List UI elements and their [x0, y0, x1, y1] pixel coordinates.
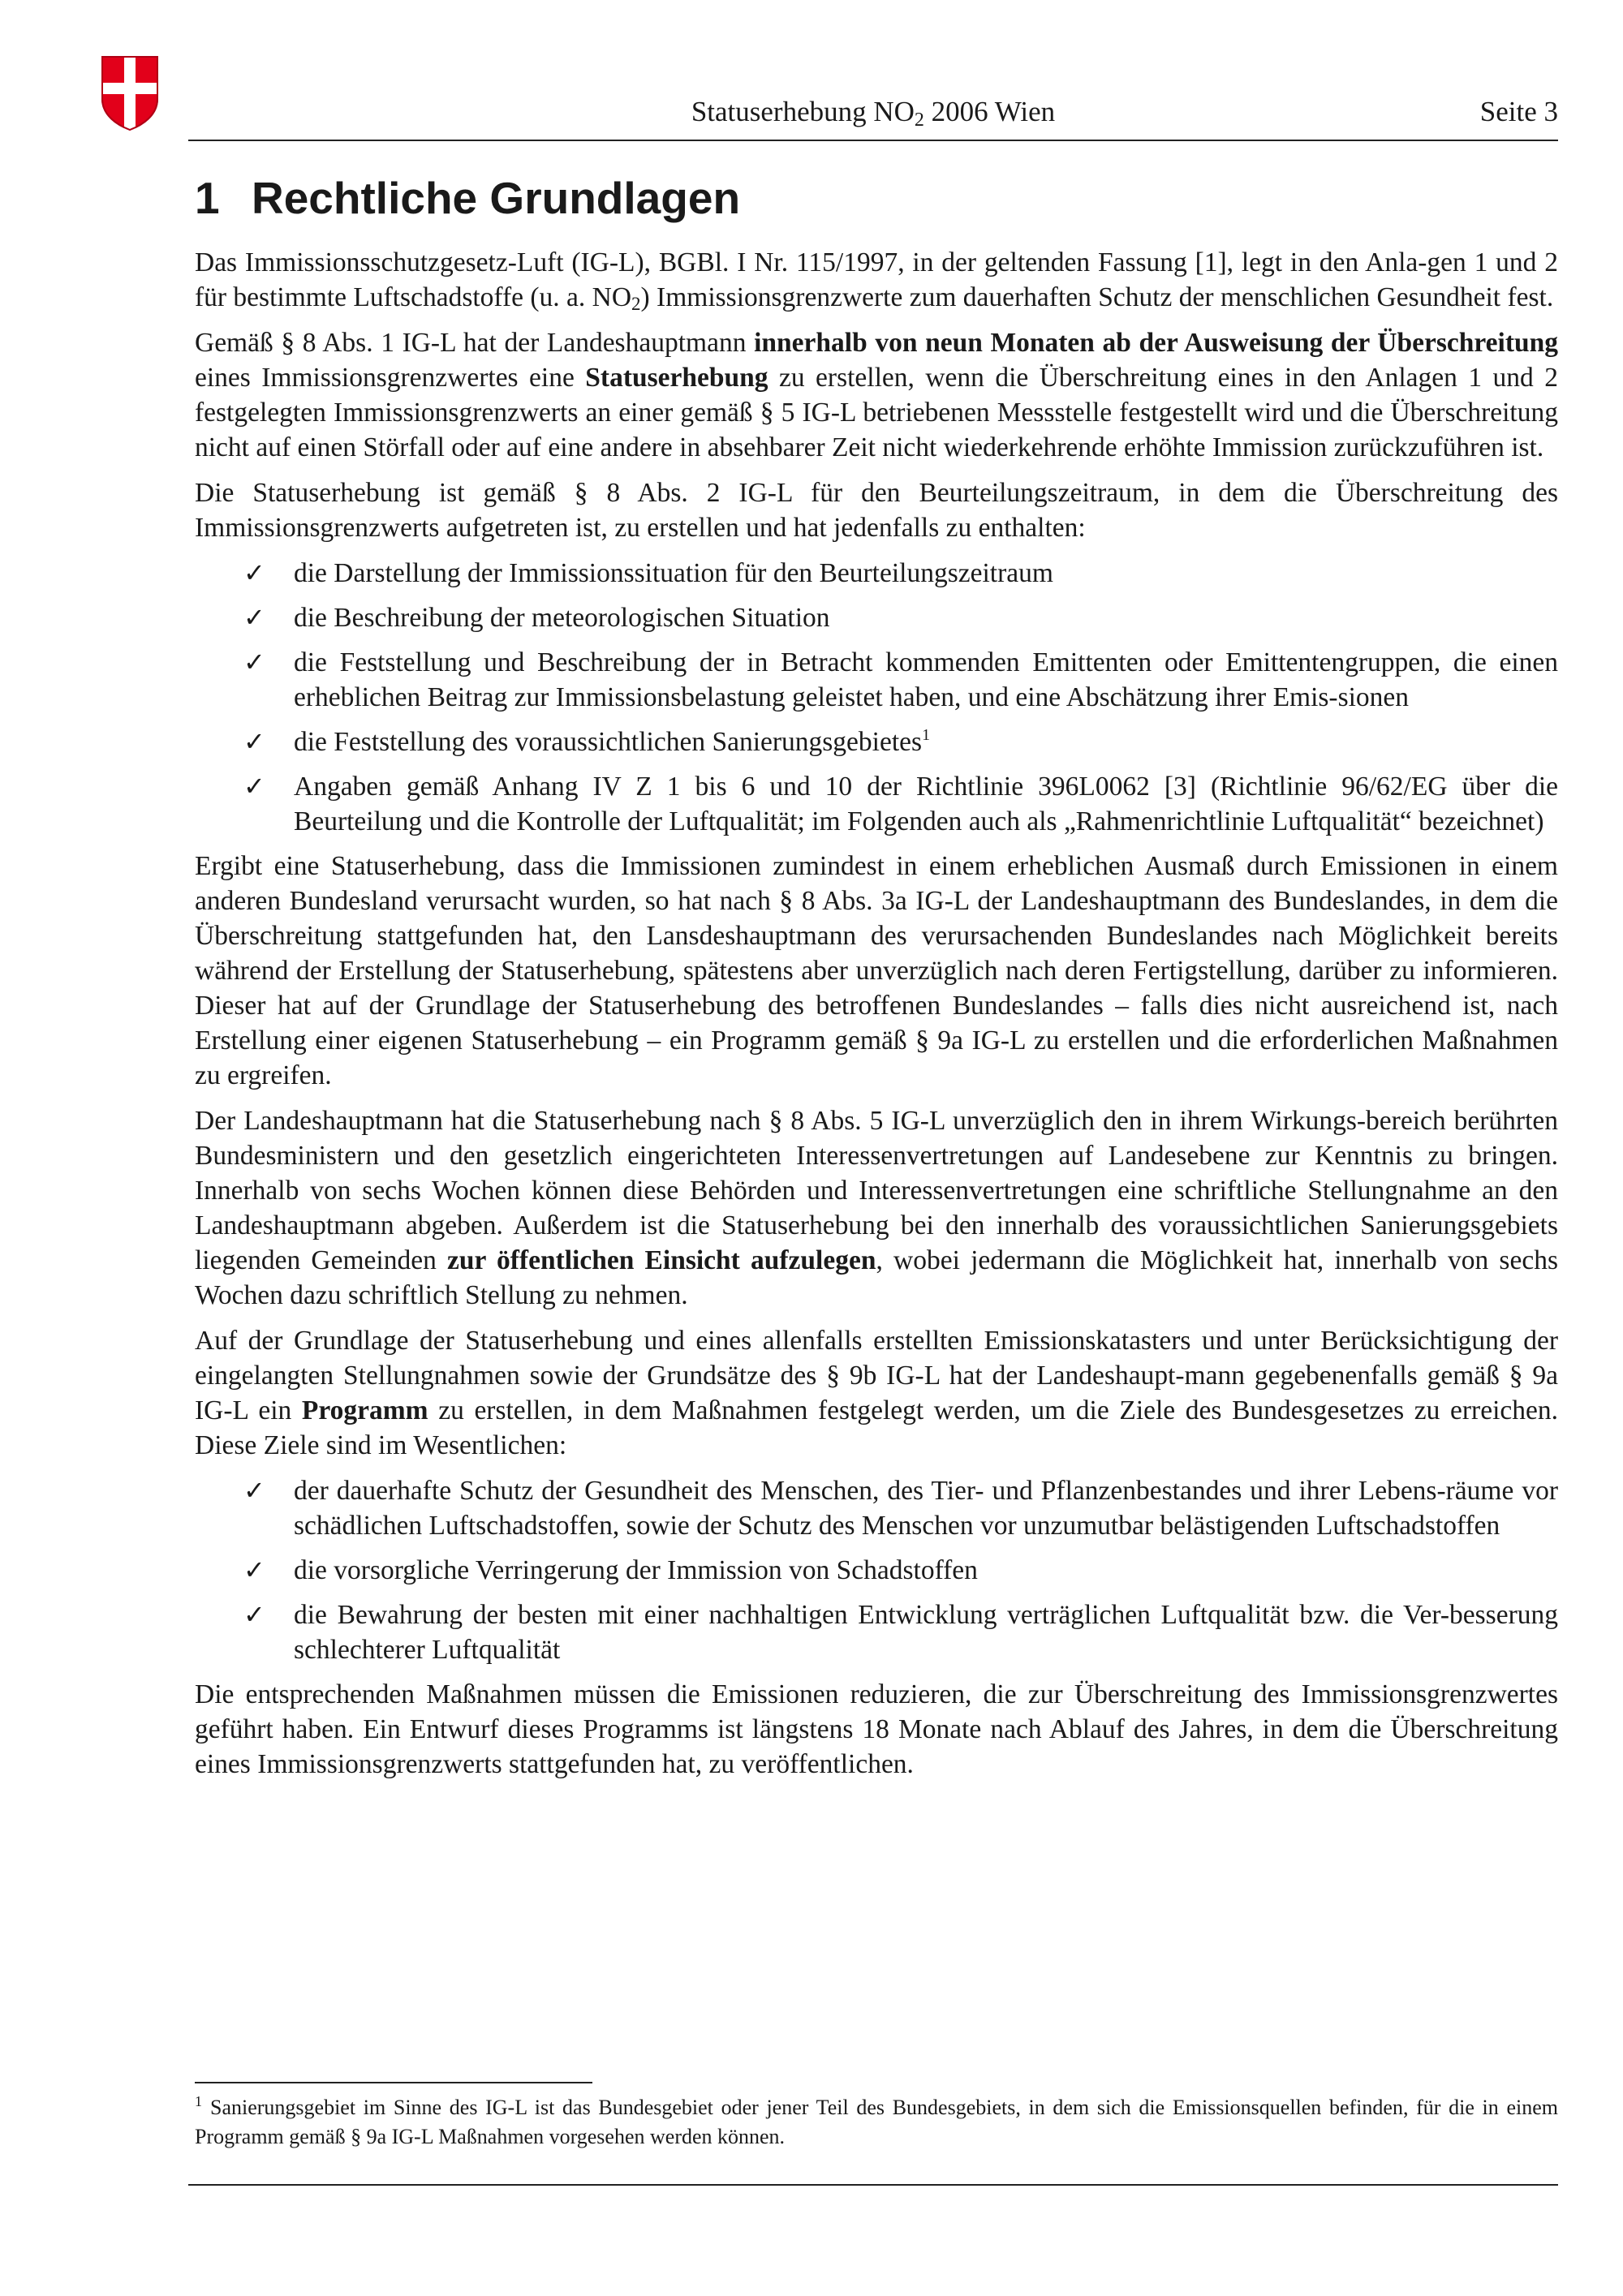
page-header — [188, 96, 1558, 141]
list-item: ✓ die Feststellung und Beschreibung der in Betracht kommenden Emittenten oder Emittentengruppen, die einen erheblichen Beitrag zur Immissionsbelastung geleistet haben, und eine Abschätzung ihrer Emis-sionen — [243, 647, 1558, 712]
list-item: ✓ die Bewahrung der besten mit einer nachhaltigen Entwicklung verträglichen Luftqualität bzw. die Ver-besserung schlechterer Luftqualität — [243, 1599, 1558, 1665]
paragraph-3: Die Statuserhebung ist gemäß § 8 Abs. 2 IG-L für den Beurteilungszeitraum, in dem die Überschreitung des Immissionsgrenzwerts aufgetreten ist, zu erstellen und hat jedenfalls zu enthalten: — [195, 478, 1558, 543]
checkmark-icon: ✓ — [243, 771, 265, 802]
checkmark-icon: ✓ — [243, 1475, 265, 1506]
footnote-reference[interactable]: 1 — [922, 726, 931, 744]
footnote — [195, 2093, 1558, 2152]
paragraph-1: Das Immissionsschutzgesetz-Luft (IG-L), BGBl. I Nr. 115/1997, in der geltenden Fassung [1], legt in den Anla-gen 1 und 2 für bestimmte Luftschadstoffe (u. a. $NO_2$) Immissionsgrenzwerte zum dauerhaften Schutz der menschlichen Gesundheit fest. — [195, 247, 1558, 314]
paragraph-6: Auf der Grundlage der Statuserhebung und eines allenfalls erstellten Emissionskatasters und unter Berücksichtigung der eingelangten Stellungnahmen sowie der Grundsätze des § 9b IG-L hat der Landeshaupt-mann gegebenenfalls gemäß § 9a IG-L ein Programm zu erstellen, in dem Maßnahmen festgelegt werden, um die Ziele des Bundesgesetzes zu erreichen. Diese Ziele sind im Wesentlichen: — [195, 1326, 1559, 1460]
page-footer-rule — [188, 2184, 1558, 2186]
checkmark-icon: ✓ — [243, 647, 265, 677]
section-heading: 1 Rechtliche Grundlagen — [195, 173, 741, 223]
requirements-list — [195, 556, 1558, 839]
paragraph-2: Gemäß § 8 Abs. 1 IG-L hat der Landeshauptmann innerhalb von neun Monaten ab der Ausweisung der Überschreitung eines Immissionsgrenzwertes eine Statuserhebung zu erstellen, wenn die Überschreitung eines in den Anlagen 1 und 2 festgelegten Immissionsgrenzwerts an einer gemäß § 5 IG-L betriebenen Messstelle festgestellt wird und die Überschreitung nicht auf einen Störfall oder auf eine andere in absehbarer Zeit nicht wiederkehrende erhöhte Immission zurückzuführen ist. — [195, 328, 1558, 462]
paragraph-5: Der Landeshauptmann hat die Statuserhebung nach § 8 Abs. 5 IG-L unverzüglich den in ihrem Wirkungs-bereich berührten Bundesministern und den gesetzlich eingerichteten Interessenvertretungen auf Landesebene zur Kenntnis zu bringen. Innerhalb von sechs Wochen können diese Behörden und Interessenvertretungen eine schriftliche Stellungnahme an den Landeshauptmann abgeben. Außerdem ist die Statuserhebung bei den innerhalb des voraussichtlichen Sanierungsgebiets liegenden Gemeinden zur öffentlichen Einsicht aufzulegen, wobei jedermann die Möglichkeit hat, innerhalb von sechs Wochen dazu schriftlich Stellung zu nehmen. — [195, 1106, 1558, 1310]
page-number: Seite 3 — [1479, 96, 1558, 127]
footnote-divider — [195, 2082, 592, 2083]
footnote-text: Sanierungsgebiet im Sinne des IG-L ist das Bundesgebiet oder jener Teil des Bundesgebiets, in dem sich die Emissionsquellen befinden, für die in einem Programm gemäß § 9a IG-L Maßnahmen vorgesehen werden können. — [195, 2096, 1558, 2148]
list-item: ✓ die Feststellung des voraussichtlichen Sanierungsgebietes$^1$ — [195, 724, 1558, 759]
document-title: Statuserhebung $NO_2$ 2006 Wien — [691, 96, 1056, 131]
list-item: ✓ die vorsorgliche Verringerung der Immission von Schadstoffen — [195, 1553, 1558, 1588]
checkmark-icon: ✓ — [243, 1554, 265, 1585]
checkmark-icon: ✓ — [243, 1599, 265, 1630]
paragraph-4: Ergibt eine Statuserhebung, dass die Immissionen zumindest in einem erheblichen Ausmaß durch Emissionen in einem anderen Bundesland verursacht wurden, so hat nach § 8 Abs. 3a IG-L der Landeshauptmann des Bundeslandes, in dem die Überschreitung stattgefunden hat, den Lansdeshauptmann des verursachenden Bundeslandes nach Möglichkeit bereits während der Erstellung der Statuserhebung, spätestens aber unverzüglich nach deren Fertigstellung, darüber zu informieren. Dieser hat auf der Grundlage der Statuserhebung des betroffenen Bundeslandes – falls dies nicht ausreichend ist, nach Erstellung einer eigenen Statuserhebung – ein Programm gemäß § 9a IG-L zu erstellen und die erforderlichen Maßnahmen zu ergreifen. — [195, 851, 1558, 1090]
checkmark-icon: ✓ — [243, 557, 265, 588]
checkmark-icon: ✓ — [243, 602, 265, 633]
main-content — [195, 166, 1558, 1792]
checkmark-icon: ✓ — [243, 726, 265, 757]
footnote-mark: 1 — [195, 2093, 202, 2109]
list-item: ✓ Angaben gemäß Anhang IV Z 1 bis 6 und 10 der Richtlinie 396L0062 [3] (Richtlinie 96/62/EG über die Beurteilung und die Kontrolle der Luftqualität; im Folgenden auch als „Rahmenrichtlinie Luftqualität“ bezeichnet) — [243, 771, 1558, 836]
paragraph-7: Die entsprechenden Maßnahmen müssen die Emissionen reduzieren, die zur Überschreitung des Immissionsgrenzwertes geführt haben. Ein Entwurf dieses Programms ist längstens 18 Monate nach Ablauf des Jahres, in dem die Überschreitung eines Immissionsgrenzwerts stattgefunden hat, zu veröffentlichen. — [195, 1679, 1558, 1779]
goals-list — [195, 1473, 1558, 1667]
vienna-coat-of-arms-icon — [101, 54, 159, 131]
list-item: ✓ die Beschreibung der meteorologischen Situation — [195, 600, 1558, 635]
list-item: ✓ der dauerhafte Schutz der Gesundheit des Menschen, des Tier- und Pflanzenbestandes und ihrer Lebens-räume vor schädlichen Luftschadstoffen, sowie der Schutz des Menschen vor unzumutbar belästigenden Luftschadstoffen — [243, 1475, 1558, 1541]
list-item: ✓ die Darstellung der Immissionssituation für den Beurteilungszeitraum — [195, 556, 1558, 591]
